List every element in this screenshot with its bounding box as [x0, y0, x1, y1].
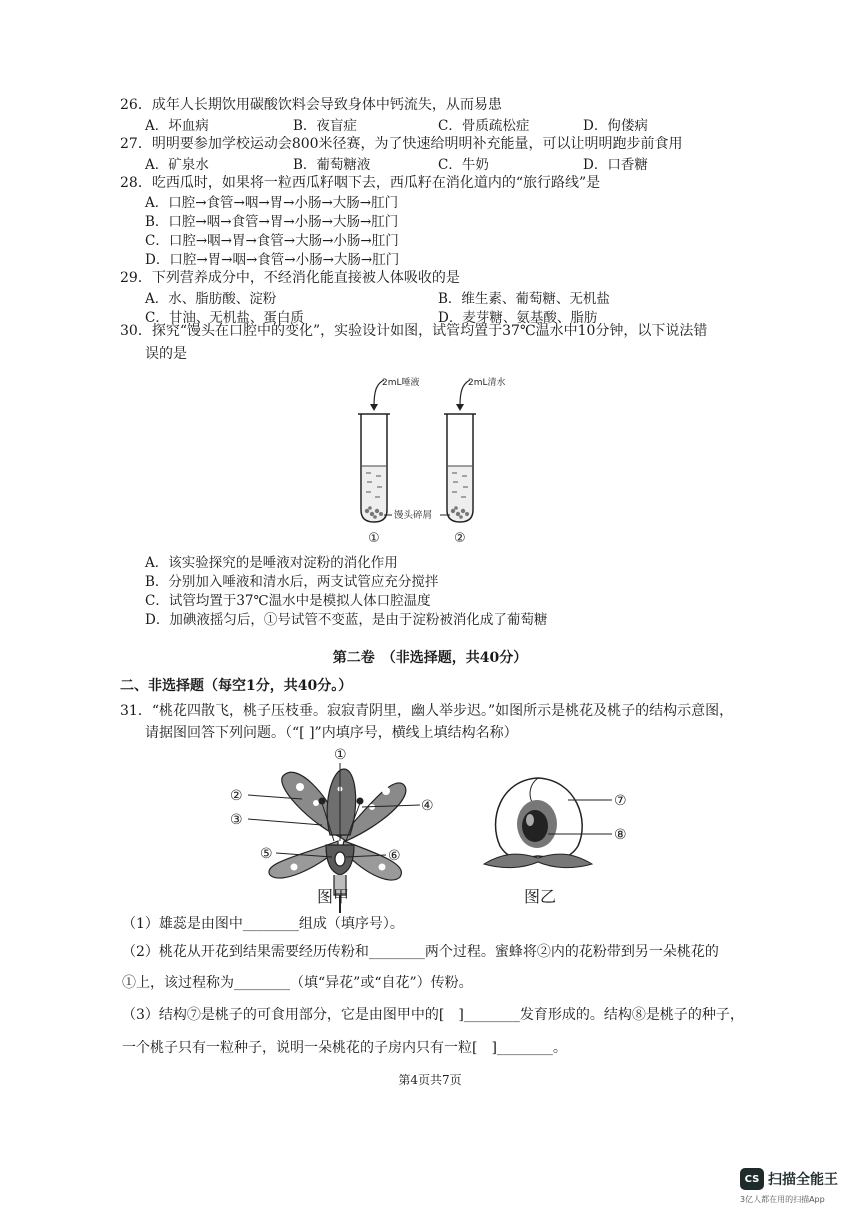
q26-option-a: A．坏血病 — [145, 118, 209, 134]
q29-option-a: A．水、脂肪酸、淀粉 — [145, 291, 277, 307]
q30-option-a: A．该实验探究的是唾液对淀粉的消化作用 — [145, 555, 398, 571]
tube1-label: 2mL唾液 — [382, 378, 420, 388]
test-tube-1 — [358, 414, 390, 522]
scanner-app-name: 扫描全能王 — [768, 1172, 838, 1188]
q28-option-a: A．口腔→食管→咽→胃→小肠→大肠→肛门 — [145, 195, 399, 211]
q27-option-d: D．口香糖 — [583, 157, 648, 173]
q31-sub3-line2: 一个桃子只有一粒种子，说明一朵桃花的子房内只有一粒[ ]________。 — [122, 1040, 567, 1056]
flower-caption: 图甲 — [317, 887, 350, 906]
flower-mark-1: ① — [334, 747, 347, 763]
q29-option-b: B．维生素、葡萄糖、无机盐 — [438, 291, 610, 307]
q29-option-d: D．麦芽糖、氨基酸、脂肪 — [438, 310, 598, 326]
q31-sub3-line1: （3）结构⑦是桃子的可食用部分，它是由图甲中的[ ]________发育形成的。结构⑧是桃子的种子， — [122, 1007, 744, 1023]
test-tube-2 — [444, 414, 476, 522]
flower-mark-4: ④ — [421, 798, 434, 814]
q30-option-d: D．加碘液摇匀后，①号试管不变蓝，是由于淀粉被消化成了葡萄糖 — [145, 612, 548, 628]
q27-option-c: C．牛奶 — [438, 157, 489, 173]
scanner-watermark — [740, 1168, 838, 1190]
tube2-arrow-head-icon — [456, 404, 464, 411]
flower-mark-3: ③ — [230, 812, 243, 828]
content-label: 馒头碎屑 — [394, 510, 433, 521]
tube1-arrow-head-icon — [370, 404, 378, 411]
part2-title: 第二卷 （非选择题，共40分） — [332, 650, 528, 666]
scanner-logo-icon: CS — [740, 1168, 764, 1190]
q27-option-a: A．矿泉水 — [145, 157, 209, 173]
q28-option-c: C．口腔→咽→胃→食管→大肠→小肠→肛门 — [145, 233, 399, 249]
q30-stem-line2: 误的是 — [145, 346, 187, 362]
q26-option-d: D．佝偻病 — [583, 118, 648, 134]
q27-option-b: B．葡萄糖液 — [293, 157, 371, 173]
q30-option-b: B．分别加入唾液和清水后，两支试管应充分搅拌 — [145, 574, 439, 590]
q26-option-c: C．骨质疏松症 — [438, 118, 530, 134]
q31-stem-line2: 请据图回答下列问题。（“[ ]”内填序号，横线上填结构名称） — [145, 725, 518, 741]
peach-caption: 图乙 — [524, 887, 557, 906]
q27-stem: 27．明明要参加学校运动会800米径赛，为了快速给明明补充能量，可以让明明跑步前食用 — [120, 136, 683, 152]
test-tube-figure — [340, 370, 520, 550]
flower-mark-2: ② — [230, 788, 243, 804]
scanner-tagline: 3亿人都在用的扫描App — [740, 1195, 825, 1204]
q30-option-c: C．试管均置于37℃温水中是模拟人体口腔温度 — [145, 593, 431, 609]
q29-stem: 29．下列营养成分中，不经消化能直接被人体吸收的是 — [120, 270, 460, 286]
peach-mark-8: ⑧ — [614, 827, 627, 843]
q31-sub2-line1: （2）桃花从开花到结果需要经历传粉和________两个过程。蜜蜂将②内的花粉带到另一朵桃花的 — [122, 944, 719, 960]
q28-stem: 28．吃西瓜时，如果将一粒西瓜籽咽下去，西瓜籽在消化道内的“旅行路线”是 — [120, 175, 601, 191]
part2-section-header: 二、非选择题（每空1分，共40分。） — [120, 678, 353, 694]
tube1-number: ① — [368, 531, 380, 546]
q30-stem-line1: 30．探究“馒头在口腔中的变化”，实验设计如图，试管均置于37℃温水中10分钟，以下说法错 — [120, 323, 708, 339]
q28-option-d: D．口腔→胃→咽→食管→小肠→大肠→肛门 — [145, 252, 400, 268]
peach-fruit — [484, 778, 592, 868]
tube2-number: ② — [454, 531, 466, 546]
flower-mark-6: ⑥ — [388, 848, 401, 864]
tube2-label: 2mL清水 — [468, 378, 506, 388]
q28-option-b: B．口腔→咽→食管→胃→小肠→大肠→肛门 — [145, 214, 399, 230]
peach-mark-7: ⑦ — [614, 793, 627, 809]
q31-sub2-line2: ①上，该过程称为________（填“异花”或“自花”）传粉。 — [122, 975, 473, 991]
peach-fruit-figure — [480, 760, 640, 880]
q31-stem-line1: 31．“桃花四散飞，桃子压枝垂。寂寂青阴里，幽人举步迟。”如图所示是桃花及桃子的结构示意图， — [120, 703, 734, 719]
q26-option-b: B．夜盲症 — [293, 118, 357, 134]
q31-sub1: （1）雄蕊是由图中________组成（填序号）。 — [122, 916, 404, 932]
flower-mark-5: ⑤ — [260, 846, 273, 862]
page-number: 第4页共7页 — [398, 1073, 462, 1087]
q26-stem: 26．成年人长期饮用碳酸饮料会导致身体中钙流失，从而易患 — [120, 97, 502, 113]
q29-option-c: C．甘油、无机盐、蛋白质 — [145, 310, 304, 326]
